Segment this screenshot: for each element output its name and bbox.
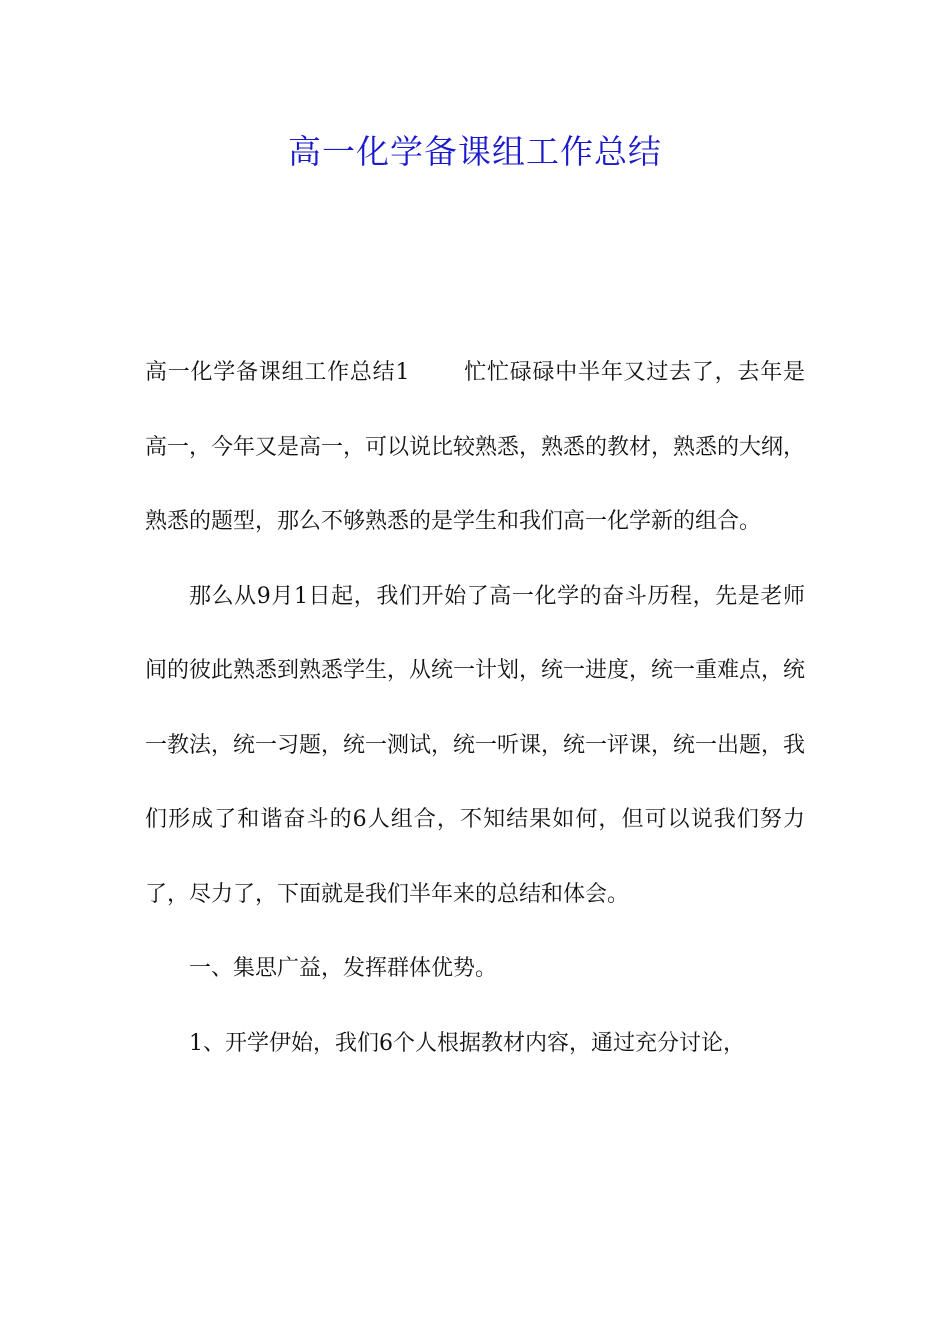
paragraph: 1、开学伊始，我们6个人根据教材内容，通过充分讨论， (189, 1030, 745, 1056)
paragraph-intro (145, 336, 805, 560)
paragraph-text: 忙忙碌碌中半年又过去了，去年是高一，今年又是高一，可以说比较熟悉，熟悉的教材，熟悉的大纲，熟悉的题型，那么不够熟悉的是学生和我们高一化学新的组合。 (145, 360, 806, 534)
section-heading: 一、集思广益，发挥群体优势。 (189, 956, 498, 981)
paragraph: 那么从9月1日起，我们开始了高一化学的奋斗历程，先是老师间的彼此熟悉到熟悉学生，从统一计划，统一进度，统一重难点，统一教法，统一习题，统一测试，统一听课，统一评课，统一出题，我们形成了和谐奋斗的6人组合，不知结果如何，但可以说我们努力了，尽力了，下面就是我们半年来的总结和体会。 (145, 583, 806, 907)
document-title: 高一化学备课组工作总结 (288, 132, 662, 171)
section-subheading: 高一化学备课组工作总结1 (145, 360, 410, 385)
document-body (145, 336, 805, 1081)
